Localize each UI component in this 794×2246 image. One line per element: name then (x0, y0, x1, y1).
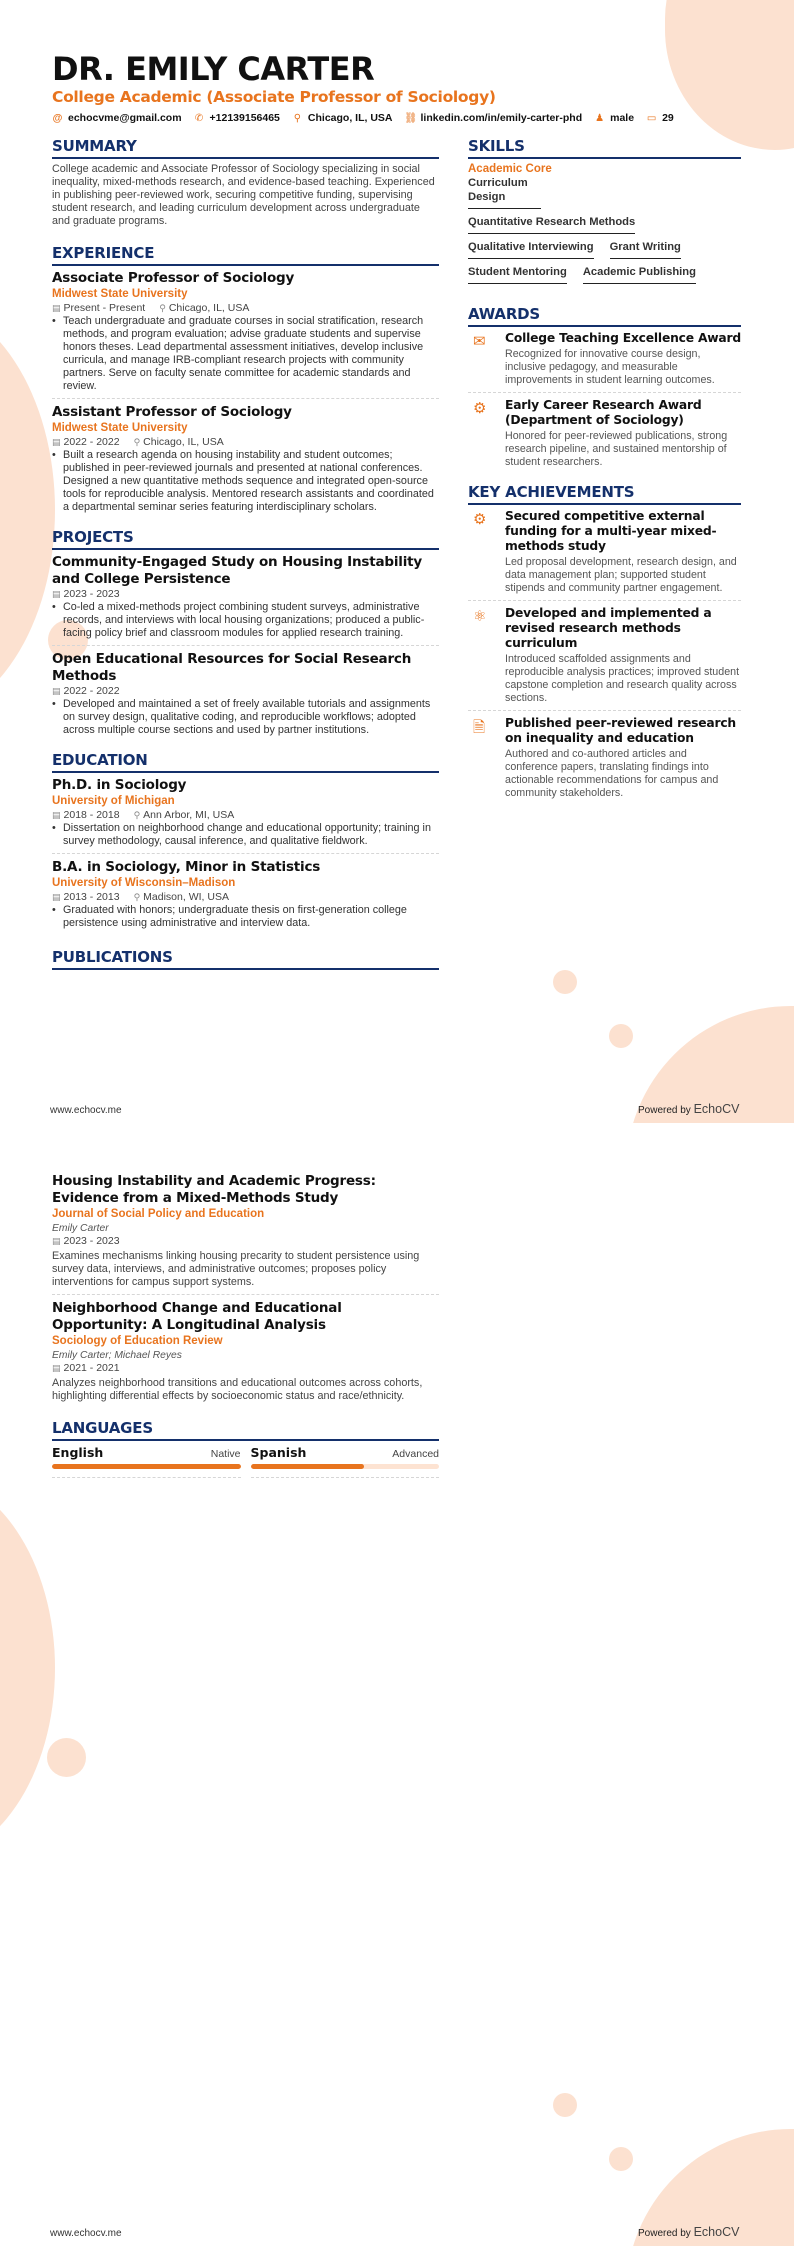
skills-section (468, 136, 741, 284)
brand-name: EchoCV (693, 1102, 740, 1116)
job-title: Assistant Professor of Sociology (52, 404, 292, 420)
location: Ann Arbor, MI, USA (143, 809, 235, 821)
date-range: 2018 - 2018 (63, 809, 120, 821)
language-level: Native (210, 1448, 241, 1460)
publication-entry (52, 1300, 439, 1408)
location: Chicago, IL, USA (143, 436, 224, 448)
journal-name: Sociology of Education Review (52, 1335, 223, 1347)
candidate-headline: College Academic (Associate Professor of Sociology) (52, 88, 496, 106)
proficiency-bar (52, 1464, 241, 1469)
project-entry: Community-Engaged Study on Housing Instability and College Persistence ▤ 2023 - 2023 • Co-led a mixed-methods project combining student surveys, administrative records, and interviews with local housing organizations; produced a public-facing policy brief and classroom modules for applied research training. (52, 554, 439, 646)
decorative-blob (47, 1738, 86, 1777)
section-title: EDUCATION (52, 750, 439, 773)
location-pin-icon: ⚲ (133, 892, 141, 902)
language-name: English (52, 1445, 104, 1460)
section-title: LANGUAGES (52, 1418, 439, 1441)
achievement-description: Authored and co-authored articles and conference papers, translating findings into actionable recommendations for campus and community stakeholders. (505, 748, 719, 799)
date-range: 2023 - 2023 (63, 588, 120, 600)
date-range: Present - Present (63, 302, 146, 314)
publications-section (52, 1173, 439, 1408)
phone-icon: ✆ (194, 112, 204, 124)
date-range: 2023 - 2023 (63, 1235, 120, 1247)
decorative-blob (665, 0, 794, 150)
decorative-blob (609, 2147, 633, 2171)
journal-name: Journal of Social Policy and Education (52, 1208, 265, 1220)
degree: B.A. in Sociology, Minor in Statistics (52, 859, 321, 875)
languages-section (52, 1418, 439, 1478)
language-name: Spanish (250, 1445, 307, 1460)
skill-tag: Curriculum Design (468, 176, 541, 209)
publication-summary: Analyzes neighborhood transitions and educational outcomes across cohorts, highlighting differential effects by socioeconomic status and race/ethnicity. (52, 1377, 423, 1402)
skill-tag: Academic Publishing (583, 265, 696, 284)
decorative-blob (0, 1473, 55, 1863)
publications-section-heading (52, 947, 439, 970)
contact-bar (52, 112, 674, 124)
publication-title: Housing Instability and Academic Progress: Evidence from a Mixed-Methods Study (52, 1173, 376, 1206)
decorative-blob (0, 300, 55, 720)
experience-section (52, 243, 439, 519)
bullet-text: Built a research agenda on housing instability and student outcomes; published in peer-reviewed journals and presented at national conferences. Designed a new quantitative methods sequence and integrated open-source tools for reproducible analysis. Mentored research assistants and coordinated a departmental seminar series featuring interdisciplinary scholars. (63, 449, 434, 513)
location-pin-icon: ⚲ (159, 303, 166, 313)
publication-title: Neighborhood Change and Educational Opportunity: A Longitudinal Analysis (52, 1300, 342, 1333)
gear-icon: ⚙ (473, 511, 487, 528)
publication-entry (52, 1173, 439, 1295)
achievement-entry (468, 606, 741, 711)
calendar-icon: ▭ (646, 112, 657, 124)
achievement-description: Introduced scaffolded assignments and reproducible analysis practices; improved student capstone completion and research quality across sections. (505, 653, 740, 704)
person-icon: ♟ (595, 112, 605, 124)
skill-tag: Quantitative Research Methods (468, 215, 635, 234)
awards-section (468, 304, 741, 474)
decorative-blob (553, 2093, 577, 2117)
date-range: 2013 - 2013 (63, 891, 120, 903)
achievement-description: Led proposal development, research design, and data management plan; supported student stipends and community partner engagement. (505, 556, 737, 594)
language-entry (251, 1445, 440, 1478)
calendar-icon: ▤ (52, 437, 61, 447)
achievements-section (468, 482, 741, 805)
footer-website[interactable]: www.echocv.me (50, 2228, 122, 2239)
projects-section (52, 527, 439, 742)
footer-website[interactable]: www.echocv.me (50, 1105, 122, 1116)
language-entry (52, 1445, 241, 1478)
project-name: Community-Engaged Study on Housing Instability and College Persistence (52, 554, 422, 587)
achievement-title: Secured competitive external funding for a multi-year mixed-methods study (505, 509, 717, 553)
authors: Emily Carter (52, 1223, 109, 1234)
achievement-entry (468, 509, 741, 601)
contact-email[interactable]: @ echocvme@gmail.com (52, 112, 182, 124)
bullet-text: Graduated with honors; undergraduate thesis on first-generation college persistence using administrative and interview data. (63, 904, 407, 929)
skill-list (468, 176, 741, 284)
school: University of Wisconsin–Madison (52, 877, 236, 889)
language-level: Advanced (392, 1448, 439, 1460)
link-icon: ⛓ (404, 112, 418, 124)
section-title: EXPERIENCE (52, 243, 439, 266)
award-entry (468, 331, 741, 393)
contact-age: ▭ 29 (646, 112, 674, 124)
achievement-entry (468, 716, 741, 805)
calendar-icon: ▤ (52, 1363, 61, 1373)
project-entry: Open Educational Resources for Social Research Methods ▤ 2022 - 2022 • Developed and maintained a set of freely available tutorials and assignments on survey design, qualitative coding, and reproducible workflows; adopted across multiple course sections and used by partner institutions. (52, 651, 439, 742)
location: Madison, WI, USA (143, 891, 229, 903)
cog-circle-icon: ⚛ (473, 608, 487, 625)
calendar-icon: ▤ (52, 303, 61, 313)
right-column (468, 136, 741, 810)
degree: Ph.D. in Sociology (52, 777, 187, 793)
skill-tag: Grant Writing (610, 240, 681, 259)
calendar-icon: ▤ (52, 589, 61, 599)
summary-section (52, 136, 439, 228)
publication-summary: Examines mechanisms linking housing precarity to student persistence using survey data, interviews, and administrative outcomes; proposes policy interventions for campus support systems. (52, 1250, 420, 1288)
school: University of Michigan (52, 795, 175, 807)
award-description: Recognized for innovative course design, inclusive pedagogy, and measurable improvements in student learning outcomes. (505, 348, 715, 386)
section-title: PROJECTS (52, 527, 439, 550)
location-pin-icon: ⚲ (133, 810, 141, 820)
education-entry: Ph.D. in Sociology University of Michigan ▤ 2018 - 2018 ⚲ Ann Arbor, MI, USA • Dissertation on neighborhood change and educational opportunity; training in survey methodology, causal inference, and qualitative fieldwork. (52, 777, 439, 854)
award-entry (468, 398, 741, 474)
location: Chicago, IL, USA (168, 302, 250, 314)
education-entry: B.A. in Sociology, Minor in Statistics University of Wisconsin–Madison ▤ 2013 - 2013 ⚲ Madison, WI, USA • Graduated with honors; undergraduate thesis on first-generation college persistence using administrative and interview data. (52, 859, 439, 935)
section-title: SUMMARY (52, 136, 439, 159)
footer-powered-by[interactable]: Powered by EchoCV (638, 1102, 740, 1116)
candidate-name: DR. EMILY CARTER (52, 50, 375, 88)
decorative-blob (609, 1024, 633, 1048)
proficiency-bar (251, 1464, 440, 1469)
document-check-icon: 🗎 (473, 719, 486, 736)
left-column (52, 1173, 439, 1478)
at-icon: @ (52, 112, 63, 124)
achievement-title: Published peer-reviewed research on inequality and education (505, 716, 736, 745)
envelope-open-icon: ✉ (473, 333, 486, 350)
experience-entry: Associate Professor of Sociology Midwest State University ▤ Present - Present ⚲ Chicago, IL, USA • Teach undergraduate and graduate courses in social stratification, research methods, and program evaluation; advise graduate students and supervise honors theses. Lead departmental assessment initiatives, develop inclusive curricula, and manage IRB-compliant research projects with community partners. Serve on faculty senate committee for academic standards and review. (52, 270, 439, 399)
resume-header (52, 50, 674, 124)
bullet-text: Co-led a mixed-methods project combining student surveys, administrative records, and interviews with local housing organizations; produced a public-facing policy brief and classroom modules for applied research training. (63, 601, 425, 639)
employer: Midwest State University (52, 288, 188, 300)
contact-location: ⚲ Chicago, IL, USA (293, 112, 393, 124)
contact-linkedin[interactable]: ⛓ linkedin.com/in/emily-carter-phd (404, 112, 583, 124)
date-range: 2021 - 2021 (63, 1362, 120, 1374)
calendar-icon: ▤ (52, 1236, 61, 1246)
award-title: Early Career Research Award (Department of Sociology) (505, 398, 702, 427)
bullet-text: Teach undergraduate and graduate courses in social stratification, research methods, and program evaluation; advise graduate students and supervise honors theses. Lead departmental assessment initiatives, develop inclusive curricula, and manage IRB-compliant research projects with community partners. Serve on faculty senate committee for academic standards and review. (63, 315, 424, 392)
award-title: College Teaching Excellence Award (505, 331, 741, 345)
section-title: PUBLICATIONS (52, 947, 439, 970)
bullet-text: Developed and maintained a set of freely available tutorials and assignments on survey design, qualitative coding, and reproducible workflows; adopted across multiple course sections and used by partner institutions. (63, 698, 431, 736)
section-title: AWARDS (468, 304, 741, 327)
decorative-blob (553, 970, 577, 994)
skill-tag: Student Mentoring (468, 265, 567, 284)
left-column (52, 136, 439, 974)
project-name: Open Educational Resources for Social Research Methods (52, 651, 412, 684)
authors: Emily Carter; Michael Reyes (52, 1350, 182, 1361)
employer: Midwest State University (52, 422, 188, 434)
calendar-icon: ▤ (52, 892, 61, 902)
calendar-icon: ▤ (52, 686, 61, 696)
brand-name: EchoCV (693, 2225, 740, 2239)
gear-icon: ⚙ (473, 400, 487, 417)
achievement-title: Developed and implemented a revised research methods curriculum (505, 606, 712, 650)
contact-gender: ♟ male (595, 112, 635, 124)
skill-category: Academic Core (468, 163, 552, 175)
calendar-icon: ▤ (52, 810, 61, 820)
date-range: 2022 - 2022 (63, 436, 120, 448)
job-title: Associate Professor of Sociology (52, 270, 295, 286)
education-section (52, 750, 439, 935)
award-description: Honored for peer-reviewed publications, strong research pipeline, and sustained mentorship of student researchers. (505, 430, 728, 468)
experience-entry: Assistant Professor of Sociology Midwest State University ▤ 2022 - 2022 ⚲ Chicago, IL, USA • Built a research agenda on housing instability and student outcomes; published in peer-reviewed journals and presented at national conferences. Designed a new quantitative methods sequence and integrated open-source tools for reproducible analysis. Mentored research assistants and coordinated a departmental seminar series featuring interdisciplinary scholars. (52, 404, 439, 519)
bullet-text: Dissertation on neighborhood change and educational opportunity; training in survey methodology, causal inference, and qualitative fieldwork. (63, 822, 431, 847)
summary-text: College academic and Associate Professor of Sociology specializing in social inequality, mixed-methods research, and evidence-based teaching. Experienced in publishing peer-reviewed work, securing competitive funding, supervising student research, and leading curriculum development across undergraduate and graduate programs. (52, 163, 435, 227)
date-range: 2022 - 2022 (63, 685, 120, 697)
contact-phone[interactable]: ✆ +12139156465 (194, 112, 280, 124)
skill-tag: Qualitative Interviewing (468, 240, 594, 259)
location-pin-icon: ⚲ (293, 112, 302, 124)
section-title: KEY ACHIEVEMENTS (468, 482, 741, 505)
footer-powered-by[interactable]: Powered by EchoCV (638, 2225, 740, 2239)
section-title: SKILLS (468, 136, 741, 159)
resume-page-2 (0, 1123, 794, 2246)
location-pin-icon: ⚲ (133, 437, 141, 447)
